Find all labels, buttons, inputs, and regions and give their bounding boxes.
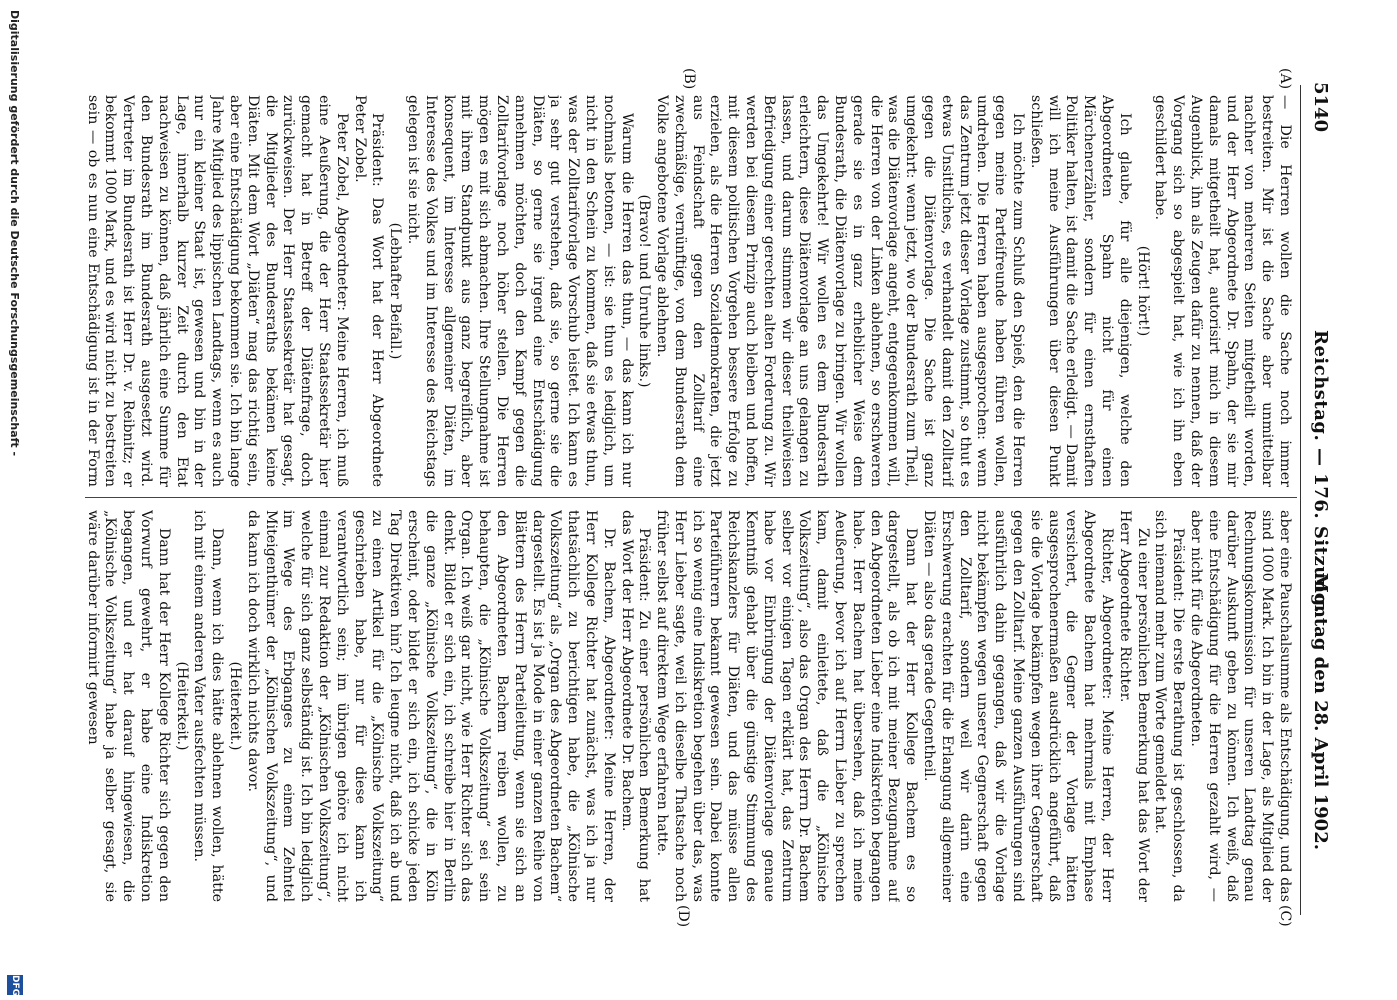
speaker-paragraph: Präsident: Die erste Berathung ist geschlossen, da sich niemand mehr zum Worte gemeldet hat. [1152, 510, 1187, 902]
interjection: (Lebhafter Beifall.) [387, 222, 404, 360]
paragraph: Dann hat der Herr Kollege Bachem es so dargestellt, als ob ich mit meiner Bezugnahme auf den Abgeordneten Lieber eine Indiskretion begangen habe. Herr Bachem hat übersehen, daß ich meine Aeußerung, bevor ich auf Herrn Lieber zu sprechen kam, damit einleitete, daß die „Kölnische Volkszeitung“, also das Organ des Herrn Dr. Bachem selber vor einigen Tagen erklärt hat, das Zentrum habe vor Einbringung der Diätenvorlage genaue Kenntniß gehabt über die günstige Stimmung des Reichskanzlers für Diäten, und das müsse allen Parteiführern bekannt gewesen sein. Dabei konnte ich so wenig eine Indiskretion begehen über das, was Herr Lieber sagte, weil ich dieselbe Thatsache noch früher selbst auf direktem Wege erfahren hatte. [654, 510, 920, 902]
paragraph: Ich möchte zum Schluß den Spieß, den die Herren gegen meine Parteifreunde haben führen wollen, umdrehen. Die Herren haben ausgesprochen: wenn das Zentrum jetzt dieser Vorlage zustimmt, so thut es etwas Unsittliches, es verhandelt damit den Zolltarif gegen die Diätenvorlage. Die Sache ist ganz umgekehrt: wenn jetzt, wo der Bundesrath zum Theil, was die Diätenvorlage angeht, entgegenkommen will, die Herren von der Linken ablehnen, so erschweren gerade sie es in ganz erheblicher Weise dem Bundesrath, die Diätenvorlage zu bringen. Wir wollen das Umgekehrte! Wir wollen es dem Bundesrath erleichtern, diese Diätenvorlage an uns gelangen zu lassen, und darum stimmen wir dieser theilweisen Befriedigung einer gerechten alten Forderung zu. Wir werden bei diesem Prinzip auch bleiben und hoffen, mit diesem politischen Vorgehen bessere Erfolge zu erzielen, als die Herren Sozialdemokraten, die jetzt aus Feindschaft gegen den Zolltarif eine zweckmäßige, vernünftige, von dem Bundesrath dem Volke angebotene Vorlage ablehnen. [654, 95, 1027, 487]
margin-marker-c: (C) [1277, 905, 1293, 927]
speaker-paragraph: Peter Zobel, Abgeordneter: Meine Herren, ich muß eine Aeußerung, die der Herr Staatssekretär hier gemacht hat in Betreff der Diätenfrage, doch zurückweisen. Der Herr Staatssekretär hat gesagt, die Mitglieder des Bundesraths bekämen keine Diäten. Mit dem Wort „Diäten“ mag das richtig sein, aber eine Entschädigung bekommen sie. Ich bin lange Jahre Mitglied des lippischen Landtags, wenn es auch nur ein kleiner Staat ist, gewesen und bin in der Lage, innerhalb kurzer Zeit durch den Etat nachweisen zu können, daß jährlich eine Summe für den Bundesrath im Bundesrath ausgesetzt wird. Vertreter im Bundesrath ist Herr Dr. v. Reibnitz; er bekommt 1000 Mark, und es wird nicht zu bestreiten sein — ob es nun eine Entschädigung ist in der Form [84, 95, 350, 487]
interjection: (Heiterkeit.) [173, 661, 190, 751]
paragraph: Dann hat der Herr Kollege Richter sich gegen den Vorwurf gewehrt, er habe eine Indiskretion begangen, und er hat darauf hingewiesen, die „Kölnische Volkszeitung“ habe ja selber gesagt, sie wäre darüber informirt gewesen [84, 510, 172, 902]
interjection: (Hört! hört!) [1134, 245, 1151, 337]
interjection: (Heiterkeit.) [226, 661, 243, 751]
paragraph: Warum die Herren das thun, — das kann ich nur nochmals betonen, — ist: sie thun es lediglich, um nicht in den Schein zu kommen, daß sie etwas thun, was der Zolltarifvorlage Vorschub leistet. Ich kann es ja sehr gut verstehen, daß sie, so gerne sie die Diäten, so gerne sie irgend eine Entschädigung annehmen möchten, doch den Kampf gegen die Zolltarifvorlage noch höher stellen. Die Herren mögen es mit sich abmachen. Ihre Stellungnahme ist mit ihrem Standpunkt aus ganz begreiflich, aber konsequent, im Interesse allgemeiner Diäten, im Interesse des Volkes und im Interesse des Reichstags gelegen ist sie nicht. [404, 95, 635, 487]
page-number: 5140 [1310, 82, 1331, 133]
margin-marker-d: (D) [675, 905, 691, 928]
margin-marker-b: (B) [681, 68, 697, 90]
speaker-paragraph: Dr. Bachem, Abgeordneter: Meine Herren, der Herr Kollege Richter hat zunächst, was ich ja nur thatsächlich zu berichtigen habe, die „Kölnische Volkszeitung“ als „Organ des Abgeordneten Bachem“ dargestellt. Es ist ja Mode in einer ganzen Reihe von Blättern des Herrn Parteileitung, wenn sie sich an den Abgeordneten Bachem reiben wollen, zu behaupten, die „Kölnische Volkszeitung“ sei sein Organ. Ich weiß gar nicht, wie Herr Richter sich das denkt. Bildet er sich ein, ich schreibe hier in Berlin die ganze „Kölnische Volkszeitung“, die in Köln erscheint, oder bildet er sich ein, ich schicke jeden Tag Direktiven hin? Ich leugne nicht, daß ich ab und zu einen Artikel für die „Kölnische Volkszeitung“ geschrieben habe, nur für diese kann ich verantwortlich sein; im übrigen gehöre ich nicht einmal zur Redaktion der „Kölnischen Volkszeitung“, welche für sich ganz selbständig ist. Ich bin lediglich im Wege des Erbganges zu einem Zehntel Miteigenthümer der „Kölnischen Volkszeitung“, und da kann ich doch wirklich nichts davor. [244, 510, 617, 902]
interjection: (Bravo! und Unruhe links.) [636, 194, 653, 388]
right-text-column [83, 510, 1293, 902]
paragraph: Dann, wenn ich dies hätte ablehnen wollen, hätte ich mit einem anderen Vater ausfechten müssen. [191, 510, 226, 902]
dfg-logo: DFG [7, 975, 23, 995]
left-text-column [83, 95, 1293, 487]
paragraph: aber eine Pauschalsumme als Entschädigung, und das sind 1000 Mark. Ich bin in der Lage, als Mitglied der Rechnungskommission für unseren Landtag genau darüber Auskunft geben zu können. Ich weiß, daß eine Entschädigung für die Herren gezahlt wird, — aber nicht für die Abgeordneten. [1188, 510, 1293, 902]
column-divider [85, 497, 1297, 498]
speaker-paragraph: Richter, Abgeordneter: Meine Herren, der Herr Abgeordnete Bachem hat mehrmals mit Emphase versichert, die Gegner der Vorlage hätten ausgesprochenermaßen ausdrücklich angeführt, daß sie die Vorlage bekämpfen wegen ihrer Gegnerschaft gegen den Zolltarif. Meine ganzen Ausführungen sind ausführlich dahin gegangen, daß wir die Vorlage nicht bekämpfen wegen unserer Gegnerschaft gegen den Zolltarif, sondern weil wir darin eine Erschwerung erachten für die Erlangung allgemeiner Diäten — also das gerade Gegentheil. [921, 510, 1116, 902]
funding-credit: Digitalisierung gefördert durch die Deutsche Forschungsgemeinschaft - [8, 10, 21, 457]
speaker-paragraph: Präsident: Zu einer persönlichen Bemerkung hat das Wort der Herr Abgeordnete Dr. Bachem. [618, 510, 653, 902]
paragraph: Zu einer persönlichen Bemerkung hat das Wort der Herr Abgeordnete Richter. [1116, 510, 1151, 902]
margin-marker-a: (A) [1277, 68, 1293, 90]
session-date: Montag den 28. April 1902. [1310, 572, 1331, 850]
digitization-footer [3, 0, 25, 1000]
page-title: Reichstag. — 176. Sitzung. [1310, 330, 1331, 614]
speaker-paragraph: Präsident: Das Wort hat der Herr Abgeordnete Peter Zobel. [351, 95, 386, 487]
header-rule [1300, 85, 1301, 915]
paragraph: Ich glaube, für alle diejenigen, welche den Abgeordneten Spahn nicht für einen Märchenerzähler, sondern für einen ernsthaften Politiker halten, ist damit die Sache erledigt. — Damit will ich meine Ausführungen über diesen Punkt schließen. [1027, 95, 1133, 487]
page-header [1305, 30, 1335, 970]
paragraph: — Die Herren wollen die Sache noch immer bestreiten. Mir ist die Sache aber unmittelbar nachher von mehreren Seiten mitgetheilt worden, und der Herr Abgeordnete Dr. Spahn, der sie mir damals mitgetheilt hat, autorisirt mich in diesem Augenblick, ihn als Zeugen dafür zu nennen, daß der Vorgang sich so abgespielt hat, wie ich ihn eben geschildert habe. [1152, 95, 1293, 487]
